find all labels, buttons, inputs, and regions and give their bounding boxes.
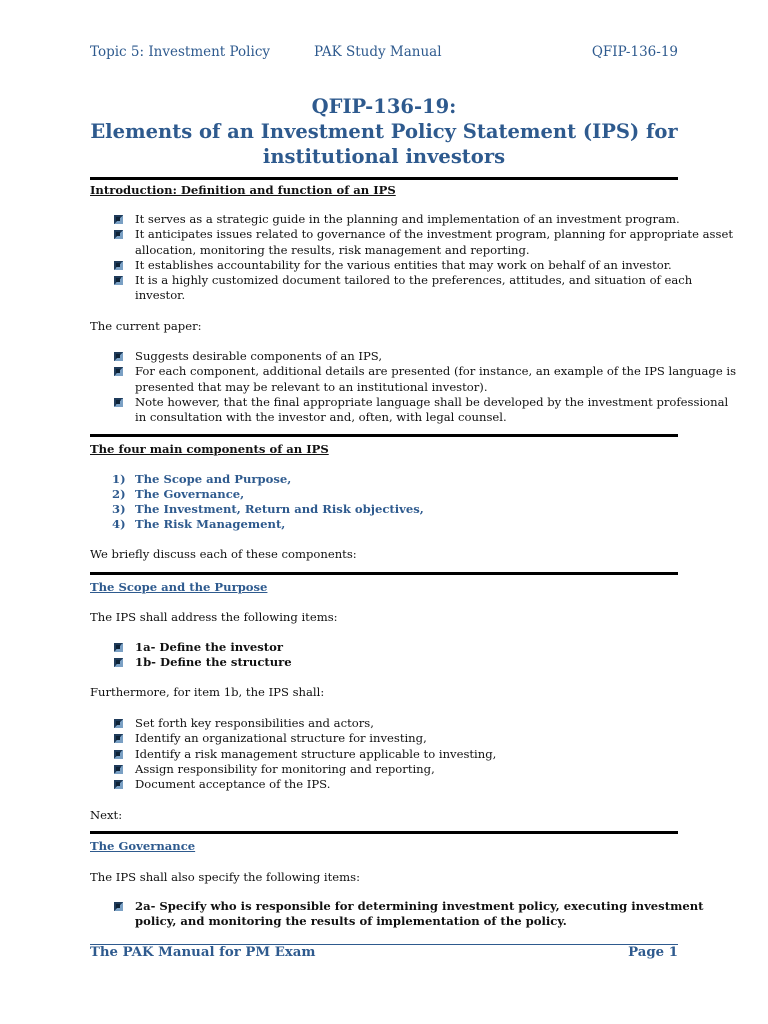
scope-heading: The Scope and the Purpose — [90, 580, 268, 594]
list-item: Identify a risk management structure applicable to investing, — [112, 747, 682, 762]
square-bullet-icon — [114, 750, 123, 759]
governance-heading: The Governance — [90, 839, 196, 853]
scope-items — [112, 640, 682, 671]
scope-sub-items — [112, 716, 682, 792]
square-bullet-icon — [114, 352, 123, 361]
section-divider — [90, 831, 678, 834]
page-title — [90, 94, 678, 169]
list-item: Note however, that the final appropriate language shall be developed by the investment professional in consultation with the investor and, often, with legal counsel. — [112, 395, 682, 426]
square-bullet-icon — [114, 765, 123, 774]
list-item: 1a- Define the investor — [112, 640, 682, 655]
list-item: 2a- Specify who is responsible for determining investment policy, executing investment policy, and monitoring the results of implementation of the policy. — [112, 899, 682, 930]
components-list — [112, 472, 424, 532]
scope-intro: The IPS shall address the following items: — [90, 610, 338, 624]
square-bullet-icon — [114, 261, 123, 270]
square-bullet-icon — [114, 902, 123, 911]
title-line-1: QFIP-136-19: — [311, 95, 457, 118]
list-item: For each component, additional details are presented (for instance, an example of the IPS language is presented that may be relevant to an institutional investor). — [112, 364, 682, 395]
list-item: It is a highly customized document tailored to the preferences, attitudes, and situation of each investor. — [112, 273, 682, 304]
square-bullet-icon — [114, 398, 123, 407]
header-code: QFIP-136-19 — [591, 44, 678, 60]
square-bullet-icon — [114, 780, 123, 789]
square-bullet-icon — [114, 658, 123, 667]
square-bullet-icon — [114, 719, 123, 728]
list-item: Identify an organizational structure for investing, — [112, 731, 682, 746]
header-topic: Topic 5: Investment Policy — [90, 44, 271, 60]
list-item: 4) The Risk Management, — [112, 517, 286, 531]
section-divider — [90, 177, 678, 180]
square-bullet-icon — [114, 276, 123, 285]
next-label: Next: — [90, 808, 123, 822]
list-item: Set forth key responsibilities and actors, — [112, 716, 682, 731]
page-footer — [90, 944, 678, 967]
title-line-2: Elements of an Investment Policy Statement (IPS) for — [90, 120, 678, 143]
list-item: It serves as a strategic guide in the planning and implementation of an investment program. — [112, 212, 682, 227]
square-bullet-icon — [114, 643, 123, 652]
governance-items — [112, 899, 704, 930]
list-item: 3) The Investment, Return and Risk objectives, — [112, 502, 424, 516]
title-line-3: institutional investors — [262, 145, 506, 168]
section-divider — [90, 434, 678, 437]
list-item: Assign responsibility for monitoring and reporting, — [112, 762, 682, 777]
square-bullet-icon — [114, 230, 123, 239]
list-item: Suggests desirable components of an IPS, — [112, 349, 682, 364]
list-item: It anticipates issues related to governance of the investment program, planning for appropriate asset allocation, monitoring the results, risk management and reporting. — [112, 227, 682, 258]
list-item: It establishes accountability for the various entities that may work on behalf of an investor. — [112, 258, 682, 273]
footer-manual-name: The PAK Manual for PM Exam — [90, 945, 316, 960]
running-header — [90, 44, 678, 66]
paper-bullet-list — [112, 349, 737, 425]
square-bullet-icon — [114, 367, 123, 376]
components-heading: The four main components of an IPS — [90, 442, 329, 456]
intro-heading: Introduction: Definition and function of an IPS — [90, 183, 396, 197]
list-item: 1b- Define the structure — [112, 655, 682, 670]
current-paper-label: The current paper: — [90, 319, 202, 333]
governance-intro: The IPS shall also specify the following items: — [90, 870, 361, 884]
list-item: Document acceptance of the IPS. — [112, 777, 682, 792]
square-bullet-icon — [114, 215, 123, 224]
section-divider — [90, 572, 678, 575]
intro-bullet-list — [112, 212, 733, 304]
square-bullet-icon — [114, 734, 123, 743]
list-item: 2) The Governance, — [112, 487, 245, 501]
header-manual: PAK Study Manual — [314, 44, 442, 60]
page-number: Page 1 — [628, 945, 678, 960]
list-item: 1) The Scope and Purpose, — [112, 472, 292, 486]
scope-further: Furthermore, for item 1b, the IPS shall: — [90, 685, 325, 699]
discuss-text: We briefly discuss each of these components: — [90, 547, 357, 561]
